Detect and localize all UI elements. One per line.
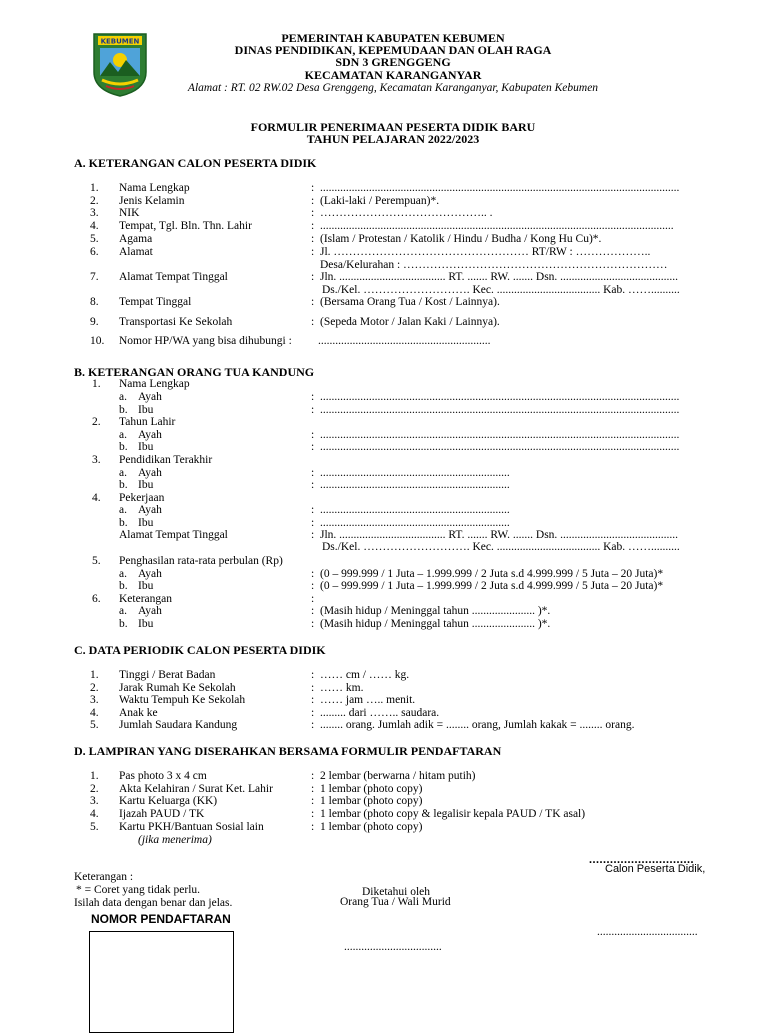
item-number: 6. bbox=[92, 593, 101, 605]
item-label: Pendidikan Terakhir bbox=[119, 454, 213, 466]
field-colon: : bbox=[311, 821, 315, 833]
keterangan-line-2: Isilah data dengan benar dan jelas. bbox=[74, 897, 233, 909]
header-address: Alamat : RT. 02 RW.02 Desa Grenggeng, Kecamatan Karanganyar, Kabupaten Kebumen bbox=[187, 82, 599, 94]
attachment-label: Ijazah PAUD / TK bbox=[119, 808, 205, 820]
sub-letter: b. bbox=[119, 580, 128, 592]
field-colon: : bbox=[311, 770, 315, 782]
field-colon: : bbox=[311, 517, 315, 529]
field-value: (Bersama Orang Tua / Kost / Lainnya). bbox=[320, 296, 500, 308]
field-colon: : bbox=[311, 271, 315, 283]
svg-text:KEBUMEN: KEBUMEN bbox=[100, 37, 140, 46]
sub-letter: a. bbox=[119, 504, 127, 516]
field-label: Alamat bbox=[119, 246, 153, 258]
signature-dots-right: ................................... bbox=[597, 926, 698, 938]
row-number: 1. bbox=[90, 770, 99, 782]
attachment-value: 1 lembar (photo copy) bbox=[320, 783, 423, 795]
field-colon: : bbox=[311, 568, 315, 580]
item-label: Pekerjaan bbox=[119, 492, 165, 504]
field-label: Jenis Kelamin bbox=[119, 195, 185, 207]
item-number: 3. bbox=[92, 454, 101, 466]
field-colon: : bbox=[311, 618, 315, 630]
field-label: Nomor HP/WA yang bisa dihubungi : bbox=[119, 335, 292, 347]
field-value: (Laki-laki / Perempuan)*. bbox=[320, 195, 440, 207]
field-value: ............................................................................................................................. bbox=[320, 441, 680, 453]
field-value-2: Ds./Kel. ………………………. Kec. .................................... Kab. …….......... bbox=[322, 541, 680, 553]
sub-label: Ibu bbox=[138, 404, 154, 416]
field-colon: : bbox=[311, 707, 315, 719]
row-number: 4. bbox=[90, 707, 99, 719]
row-number: 7. bbox=[90, 271, 99, 283]
item-number: 4. bbox=[92, 492, 101, 504]
field-colon: : bbox=[311, 682, 315, 694]
attachment-value: 1 lembar (photo copy) bbox=[320, 795, 423, 807]
sub-letter: a. bbox=[119, 467, 127, 479]
header-line-2: DINAS PENDIDIKAN, KEPEMUDAAN DAN OLAH RAGA bbox=[234, 43, 552, 57]
field-value: ......... dari …….. saudara. bbox=[320, 707, 440, 719]
field-value: Jln. ..................................... RT. ....... RW. ....... Dsn. ......................................... bbox=[320, 271, 679, 283]
sub-label: Ibu bbox=[138, 618, 154, 630]
sub-label: Ayah bbox=[138, 568, 162, 580]
item-number: 2. bbox=[92, 416, 101, 428]
attachment-value: 1 lembar (photo copy) bbox=[320, 821, 423, 833]
row-number: 5. bbox=[90, 821, 99, 833]
sub-letter: a. bbox=[119, 568, 127, 580]
row-number: 3. bbox=[90, 795, 99, 807]
keterangan-line-1: * = Coret yang tidak perlu. bbox=[76, 884, 201, 896]
header-line-4: KECAMATAN KARANGANYAR bbox=[304, 68, 482, 82]
field-label: Jumlah Saudara Kandung bbox=[119, 719, 238, 731]
field-label: Tempat Tinggal bbox=[119, 296, 192, 308]
nomor-pendaftaran-label: NOMOR PENDAFTARAN bbox=[91, 912, 231, 926]
field-label: Waktu Tempuh Ke Sekolah bbox=[119, 694, 246, 706]
field-label: Jarak Rumah Ke Sekolah bbox=[119, 682, 236, 694]
sub-letter: b. bbox=[119, 479, 128, 491]
field-value: …… cm / …… kg. bbox=[320, 669, 410, 681]
field-colon: : bbox=[311, 529, 315, 541]
field-colon: : bbox=[311, 220, 315, 232]
item-number: 1. bbox=[92, 378, 101, 390]
field-label: Tinggi / Berat Badan bbox=[119, 669, 216, 681]
field-colon: : bbox=[311, 316, 315, 328]
sub-label: Ibu bbox=[138, 441, 154, 453]
field-colon: : bbox=[311, 207, 315, 219]
header-line-3: SDN 3 GRENGGENG bbox=[335, 55, 451, 69]
field-colon: : bbox=[311, 429, 315, 441]
field-label: Agama bbox=[119, 233, 153, 245]
field-colon: : bbox=[311, 391, 315, 403]
sub-label: Ayah bbox=[138, 605, 162, 617]
field-colon: : bbox=[311, 195, 315, 207]
field-colon: : bbox=[311, 246, 315, 258]
field-value: .................................................................. bbox=[320, 504, 510, 516]
sub-label: Ayah bbox=[138, 429, 162, 441]
row-number: 5. bbox=[90, 233, 99, 245]
sub-label: Ibu bbox=[138, 517, 154, 529]
attachment-value: 1 lembar (photo copy & legalisir kepala PAUD / TK asal) bbox=[320, 808, 586, 820]
field-value: ........................................................................................................................... bbox=[320, 220, 674, 232]
field-label: Alamat Tempat Tinggal bbox=[119, 271, 228, 283]
section-b-title: B. KETERANGAN ORANG TUA KANDUNG bbox=[74, 365, 315, 379]
field-value: (Masih hidup / Meninggal tahun ...................... )*. bbox=[320, 605, 551, 617]
field-value: …… jam ….. menit. bbox=[320, 694, 416, 706]
orangtua-label: Orang Tua / Wali Murid bbox=[340, 896, 451, 908]
row-number: 9. bbox=[90, 316, 99, 328]
field-colon: : bbox=[311, 719, 315, 731]
keterangan-title: Keterangan : bbox=[74, 871, 134, 883]
row-number: 3. bbox=[90, 207, 99, 219]
field-value: ............................................................................................................................. bbox=[320, 391, 680, 403]
item-label: Penghasilan rata-rata perbulan (Rp) bbox=[119, 555, 283, 567]
field-value: (Sepeda Motor / Jalan Kaki / Lainnya). bbox=[320, 316, 500, 328]
field-label: NIK bbox=[119, 207, 140, 219]
item-label: Keterangan bbox=[119, 593, 172, 605]
field-value-2: Desa/Kelurahan : …………………………………………………………… bbox=[320, 259, 668, 271]
sub-label: Ayah bbox=[138, 391, 162, 403]
field-value: …………………………………….. . bbox=[320, 207, 493, 219]
section-d-title: D. LAMPIRAN YANG DISERAHKAN BERSAMA FORMULIR PENDAFTARAN bbox=[74, 744, 502, 758]
field-value: ............................................................................................................................. bbox=[320, 182, 680, 194]
row-number: 8. bbox=[90, 296, 99, 308]
item-label: Tahun Lahir bbox=[119, 416, 176, 428]
form-title: FORMULIR PENERIMAAN PESERTA DIDIK BARU bbox=[250, 120, 536, 134]
row-number: 4. bbox=[90, 808, 99, 820]
row-number: 6. bbox=[90, 246, 99, 258]
section-c-title: C. DATA PERIODIK CALON PESERTA DIDIK bbox=[74, 643, 326, 657]
pkh-note: (jika menerima) bbox=[138, 834, 212, 846]
field-value: ............................................................................................................................. bbox=[320, 404, 680, 416]
item-number: 5. bbox=[92, 555, 101, 567]
row-number: 1. bbox=[90, 669, 99, 681]
field-value: Jl. …………………………………………… RT/RW : ……………….. bbox=[320, 246, 651, 258]
field-colon: : bbox=[311, 795, 315, 807]
attachment-label: Kartu PKH/Bantuan Sosial lain bbox=[119, 821, 264, 833]
diketahui-label: Diketahui oleh bbox=[362, 886, 431, 898]
field-colon: : bbox=[311, 182, 315, 194]
sub-letter: b. bbox=[119, 517, 128, 529]
field-colon: : bbox=[311, 296, 315, 308]
field-value: (0 – 999.999 / 1 Juta – 1.999.999 / 2 Juta s.d 4.999.999 / 5 Juta – 20 Juta)* bbox=[320, 580, 664, 592]
field-colon: : bbox=[311, 593, 315, 605]
field-colon: : bbox=[311, 605, 315, 617]
row-number: 10. bbox=[90, 335, 105, 347]
field-value: ........ orang. Jumlah adik = ........ orang, Jumlah kakak = ........ orang. bbox=[320, 719, 635, 731]
field-colon: : bbox=[311, 441, 315, 453]
row-number: 1. bbox=[90, 182, 99, 194]
field-colon: : bbox=[311, 233, 315, 245]
field-value: ............................................................................................................................. bbox=[320, 429, 680, 441]
sub-letter: b. bbox=[119, 441, 128, 453]
item-label: Nama Lengkap bbox=[119, 378, 190, 390]
row-number: 2. bbox=[90, 783, 99, 795]
field-colon: : bbox=[311, 580, 315, 592]
field-colon: : bbox=[311, 669, 315, 681]
sub-label: Ayah bbox=[138, 504, 162, 516]
row-number: 5. bbox=[90, 719, 99, 731]
field-value: Jln. ..................................... RT. ....... RW. ....... Dsn. ......................................... bbox=[320, 529, 679, 541]
field-value: .................................................................. bbox=[320, 517, 510, 529]
sub-letter: b. bbox=[119, 404, 128, 416]
sub-letter: a. bbox=[119, 605, 127, 617]
field-colon: : bbox=[311, 694, 315, 706]
field-label: Nama Lengkap bbox=[119, 182, 190, 194]
field-value: ............................................................ bbox=[318, 335, 491, 347]
signature-dots-top: .............................. bbox=[589, 852, 694, 866]
field-value: (0 – 999.999 / 1 Juta – 1.999.999 / 2 Juta s.d 4.999.999 / 5 Juta – 20 Juta)* bbox=[320, 568, 664, 580]
field-value: …… km. bbox=[320, 682, 364, 694]
field-value: (Islam / Protestan / Katolik / Hindu / Budha / Kong Hu Cu)*. bbox=[320, 233, 602, 245]
field-value: (Masih hidup / Meninggal tahun ...................... )*. bbox=[320, 618, 551, 630]
sub-letter: a. bbox=[119, 391, 127, 403]
field-colon: : bbox=[311, 808, 315, 820]
nomor-pendaftaran-box[interactable] bbox=[89, 931, 234, 1033]
field-label: Transportasi Ke Sekolah bbox=[119, 316, 233, 328]
field-colon: : bbox=[311, 783, 315, 795]
attachment-label: Akta Kelahiran / Surat Ket. Lahir bbox=[119, 783, 273, 795]
row-number: 2. bbox=[90, 682, 99, 694]
sub-label: Ibu bbox=[138, 580, 154, 592]
header-line-1: PEMERINTAH KABUPATEN KEBUMEN bbox=[281, 31, 505, 45]
section-a-title: A. KETERANGAN CALON PESERTA DIDIK bbox=[74, 156, 317, 170]
signature-dots-left: .................................. bbox=[344, 941, 442, 953]
row-number: 3. bbox=[90, 694, 99, 706]
field-label: Tempat, Tgl. Bln. Thn. Lahir bbox=[119, 220, 252, 232]
sub-letter: b. bbox=[119, 618, 128, 630]
sub-letter: a. bbox=[119, 429, 127, 441]
item-label: Alamat Tempat Tinggal bbox=[119, 529, 228, 541]
field-label: Anak ke bbox=[119, 707, 158, 719]
field-value-2: Ds./Kel. ………………………. Kec. .................................... Kab. …….......... bbox=[322, 284, 680, 296]
form-year: TAHUN PELAJARAN 2022/2023 bbox=[306, 132, 480, 146]
field-colon: : bbox=[311, 479, 315, 491]
field-colon: : bbox=[311, 467, 315, 479]
calon-label: Calon Peserta Didik, bbox=[605, 863, 706, 875]
attachment-label: Pas photo 3 x 4 cm bbox=[119, 770, 207, 782]
row-number: 4. bbox=[90, 220, 99, 232]
row-number: 2. bbox=[90, 195, 99, 207]
field-value: .................................................................. bbox=[320, 479, 510, 491]
attachment-value: 2 lembar (berwarna / hitam putih) bbox=[320, 770, 476, 782]
attachment-label: Kartu Keluarga (KK) bbox=[119, 795, 218, 807]
field-colon: : bbox=[311, 504, 315, 516]
field-colon: : bbox=[311, 404, 315, 416]
field-value: .................................................................. bbox=[320, 467, 510, 479]
sub-label: Ibu bbox=[138, 479, 154, 491]
sub-label: Ayah bbox=[138, 467, 162, 479]
